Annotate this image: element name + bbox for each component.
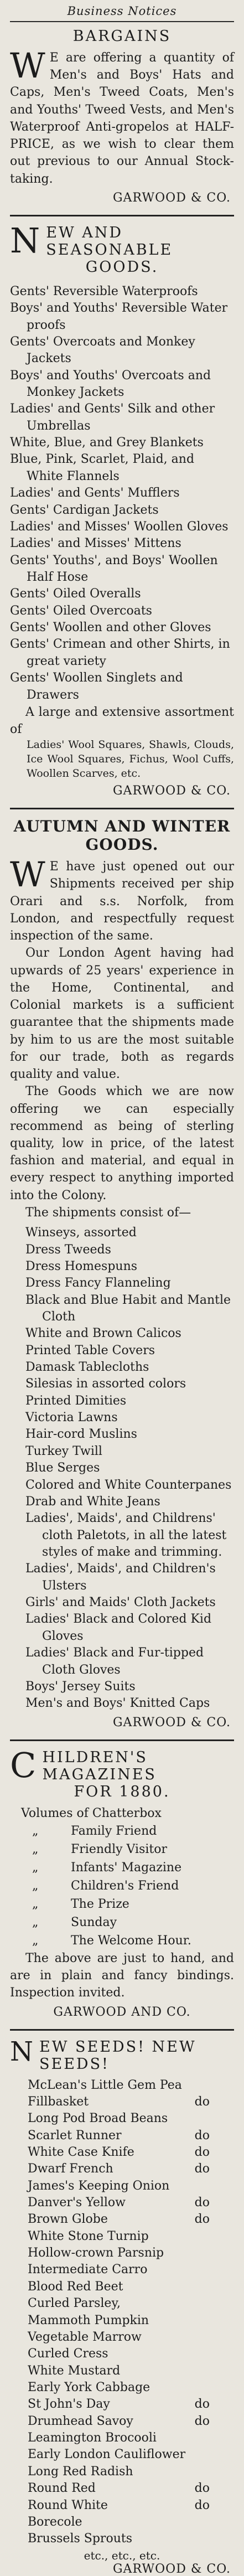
magazine-title: The Welcome Hour. — [71, 1933, 191, 1948]
seed-row — [10, 2363, 234, 2379]
magazine-row — [10, 1877, 234, 1895]
seed-name: Borecole — [28, 2515, 82, 2529]
list-item: Dress Tweeds — [25, 1242, 111, 1257]
list-item: Silesias in assorted colors — [25, 1377, 186, 1391]
seed-row — [10, 2446, 234, 2463]
autumn-para3: The Goods which we are now offering we can especially recommend as being of sterling quality, low in price, of the latest fashion and material, and equal in every respect to anything imported into the Colony. — [10, 1085, 234, 1202]
magazines-dropcap: C — [10, 1744, 38, 1785]
list-item: Girls' and Maids' Cloth Jackets — [25, 1596, 216, 1610]
list-item: Boys' and Youths' Reversible Water proofs — [10, 301, 228, 332]
ditto-mark: „ — [32, 1860, 39, 1875]
magazines-lead: Volumes of Chatterbox — [21, 1806, 162, 1820]
list-item: Printed Dimities — [25, 1393, 127, 1408]
ditto-mark: do — [194, 2481, 210, 2496]
ditto-mark: „ — [32, 1915, 39, 1929]
bargains-text: E are offering a quantity of Men's and Boys' Hats and Caps, Men's Tweed Coats, Men's and Youths' Tweed Vests, and Men's Waterproof Anti-gropelos at HALF-PRICE, as we wish to clear them out previous to our Annual Stock-taking. — [10, 51, 234, 186]
seed-name: Vegetable Marrow — [28, 2330, 142, 2344]
list-item: Victoria Lawns — [25, 1411, 118, 1425]
seed-row — [10, 2110, 234, 2127]
list-item: Blue, Pink, Scarlet, Plaid, and White Flannels — [10, 452, 195, 483]
seed-name: Mammoth Pumpkin — [28, 2313, 149, 2327]
autumn-shipments-lead: The shipments consist of— — [25, 1205, 191, 1220]
magazines-title-line2: FOR 1880. — [74, 1783, 170, 1800]
seasonable-title-text: EW AND SEASONABLE — [46, 224, 173, 259]
list-item: Gents' Youths', and Boys' Woollen Half Hose — [10, 553, 218, 584]
list-item: Hair-cord Muslins — [25, 1427, 137, 1442]
list-item: Gents' Woollen and other Gloves — [10, 621, 211, 635]
seed-row — [10, 2262, 234, 2278]
ditto-mark: „ — [32, 1842, 39, 1856]
ditto-mark: do — [194, 2094, 210, 2109]
seed-row — [10, 2480, 234, 2497]
list-item: Ladies' and Misses' Woollen Gloves — [10, 519, 229, 534]
seed-row — [10, 2312, 234, 2329]
seeds-items — [10, 2077, 234, 2548]
seed-row — [10, 2295, 234, 2312]
seed-name: Long Pod Broad Beans — [28, 2112, 168, 2126]
seed-name: White Stone Turnip — [28, 2229, 149, 2243]
seed-row — [10, 2245, 234, 2262]
ditto-mark: „ — [32, 1933, 39, 1948]
list-item: Gents' Oiled Overalls — [10, 587, 141, 601]
list-item: Men's and Boys' Knitted Caps — [25, 1696, 210, 1711]
magazine-title: Sunday — [71, 1915, 117, 1929]
seed-row — [10, 2144, 234, 2161]
list-item: Gents' Oiled Overcoats — [10, 603, 152, 618]
ditto-mark: do — [194, 2498, 210, 2512]
list-item: White and Brown Calicos — [25, 1326, 181, 1341]
bargains-signature: GARWOOD & CO. — [112, 190, 231, 205]
seed-name: Brussels Sprouts — [28, 2532, 132, 2546]
bargains-title: BARGAINS — [72, 28, 172, 45]
seeds-dropcap: N — [10, 2036, 35, 2067]
seed-name: Round White — [28, 2498, 108, 2512]
seed-name: Scarlet Runner — [28, 2128, 122, 2143]
seed-name: Intermediate Carro — [28, 2263, 148, 2277]
bargains-body — [10, 45, 234, 188]
seed-row — [10, 2379, 234, 2396]
seeds-title-text: EW SEEDS! NEW SEEDS! — [39, 2038, 196, 2073]
list-item: Ladies', Maids', and Childrens' cloth Paletots, in all the latest styles of make and trimming. — [25, 1511, 227, 1559]
autumn-items — [10, 1225, 234, 1712]
seed-row — [10, 2531, 234, 2547]
seed-row — [10, 2329, 234, 2346]
list-item: White, Blue, and Grey Blankets — [10, 436, 204, 450]
ditto-mark: „ — [32, 1878, 39, 1893]
divider — [10, 1739, 234, 1741]
list-item: Turkey Twill — [25, 1444, 102, 1458]
seasonable-items — [10, 283, 234, 704]
magazine-title: Friendly Visitor — [71, 1842, 168, 1856]
seasonable-ad — [10, 220, 234, 798]
seasonable-assortment-text: Ladies' Wool Squares, Shawls, Clouds, Ice Wool Squares, Fichus, Wool Cuffs, Woollen Scarves, etc. — [27, 739, 234, 779]
seed-name: Early London Cauliflower — [28, 2448, 186, 2462]
list-item: Winseys, assorted — [25, 1226, 137, 1240]
list-item: Colored and White Counterpanes — [25, 1478, 232, 1492]
magazine-row — [10, 1859, 234, 1877]
seed-name: Curled Cress — [28, 2347, 108, 2361]
list-item: Ladies' and Gents' Silk and other Umbrellas — [10, 402, 215, 433]
seeds-signature: GARWOOD & CO. — [112, 2562, 231, 2576]
list-item: Gents' Reversible Waterproofs — [10, 284, 198, 298]
ditto-mark: „ — [32, 1824, 39, 1838]
magazine-row — [10, 1895, 234, 1913]
ditto-mark: „ — [32, 1897, 39, 1911]
list-item: Damask Tablecloths — [25, 1360, 149, 1375]
list-item: Gents' Woollen Singlets and Drawers — [10, 671, 183, 702]
seed-name: White Mustard — [28, 2363, 121, 2378]
list-item: Ladies' Black and Fur-tipped Cloth Gloves — [25, 1646, 204, 1677]
seasonable-dropcap: N — [10, 220, 42, 261]
seed-name: Round Red — [28, 2481, 96, 2496]
seed-row — [10, 2094, 234, 2110]
seasonable-title — [10, 220, 234, 276]
seed-name: Danver's Yellow — [28, 2196, 126, 2210]
seed-name: Blood Red Beet — [28, 2279, 123, 2294]
seed-name: White Case Knife — [28, 2145, 134, 2159]
autumn-signature: GARWOOD & CO. — [112, 1715, 231, 1730]
list-item: Dress Fancy Flanneling — [25, 1276, 171, 1290]
magazines-ad — [10, 1744, 234, 2019]
seed-name: Hollow-crown Parsnip — [28, 2246, 164, 2260]
ditto-mark: do — [194, 2128, 210, 2143]
seed-row — [10, 2514, 234, 2531]
list-item: Blue Serges — [25, 1461, 100, 1475]
seed-name: Dwarf French — [28, 2162, 113, 2176]
list-item: Black and Blue Habit and Mantle Cloth — [25, 1293, 231, 1324]
seed-row — [10, 2396, 234, 2413]
list-item: Gents' Cardigan Jackets — [10, 503, 159, 517]
magazine-row — [10, 1840, 234, 1859]
seed-row — [10, 2128, 234, 2144]
seed-row — [10, 2346, 234, 2362]
autumn-para1 — [10, 854, 234, 944]
seed-name: Leamington Brocooli — [28, 2431, 157, 2445]
bargains-ad — [10, 28, 234, 205]
seed-row — [10, 2077, 234, 2094]
magazines-note: The above are just to hand, and are in plain and fancy bindings. Inspection invited. — [10, 1951, 234, 2000]
seed-name: Early York Cabbage — [28, 2381, 150, 2394]
seed-name: Curled Parsley, — [28, 2296, 121, 2311]
list-item: Boys' Jersey Suits — [25, 1679, 136, 1694]
seasonable-title-line2: GOODS. — [85, 258, 159, 276]
list-item: Ladies' Black and Colored Kid Gloves — [25, 1612, 212, 1643]
magazine-title: The Prize — [71, 1897, 129, 1911]
seed-row — [10, 2430, 234, 2446]
magazine-title: Family Friend — [71, 1824, 157, 1838]
list-item: Gents' Overcoats and Monkey Jackets — [10, 334, 195, 366]
magazine-row — [10, 1932, 234, 1950]
autumn-para2: Our London Agent having had upwards of 25 years' experience in the Home, Continental, and Colonial markets is a sufficient guarantee that the shipments made by him to us are the most suitable for our trade, both as regards quality and value. — [10, 946, 234, 1082]
ditto-mark: do — [194, 2397, 210, 2412]
seeds-ad — [10, 2038, 234, 2576]
magazines-title — [10, 1744, 234, 1800]
seed-name: Drumhead Savoy — [28, 2414, 133, 2428]
list-item: Ladies' and Gents' Mufflers — [10, 486, 180, 500]
magazines-title-text: HILDREN'S MAGAZINES — [42, 1748, 157, 1783]
list-item: Boys' and Youths' Overcoats and Monkey Jackets — [10, 368, 211, 400]
divider — [10, 2029, 234, 2031]
ditto-mark: do — [194, 2212, 210, 2227]
ditto-mark: do — [194, 2414, 210, 2428]
divider — [10, 215, 234, 216]
autumn-para1-text: E have just opened out our Shipments received per ship Orari and s.s. Norfolk, from London, and respectfully request inspection of the same. — [10, 860, 234, 943]
seasonable-assortment-lead: A large and extensive assortment of — [10, 705, 234, 737]
seed-row — [10, 2178, 234, 2195]
bargains-dropcap: W — [10, 45, 45, 86]
list-item: Dress Homespuns — [25, 1259, 138, 1273]
magazines-signature: GARWOOD AND CO. — [53, 2005, 191, 2019]
magazine-row — [10, 1822, 234, 1840]
seed-name: Brown Globe — [28, 2212, 108, 2227]
seed-name: St John's Day — [28, 2397, 110, 2412]
magazines-items — [10, 1822, 234, 1950]
seed-row — [10, 2413, 234, 2430]
list-item: Ladies' and Misses' Mittens — [10, 536, 181, 551]
list-item: Drab and White Jeans — [25, 1494, 160, 1509]
list-item: Gents' Crimean and other Shirts, in great variety — [10, 637, 230, 668]
seed-row — [10, 2195, 234, 2211]
seed-row — [10, 2211, 234, 2228]
magazine-row — [10, 1913, 234, 1932]
seasonable-signature: GARWOOD & CO. — [112, 784, 231, 798]
list-item: Printed Table Covers — [25, 1343, 155, 1357]
seed-name: Fillbasket — [28, 2094, 89, 2109]
magazine-title: Children's Friend — [71, 1878, 179, 1893]
ditto-mark: do — [194, 2145, 210, 2159]
autumn-title: AUTUMN AND WINTER GOODS. — [13, 817, 231, 854]
seeds-etc: etc., etc., etc. — [84, 2548, 160, 2562]
seed-row — [10, 2497, 234, 2514]
seed-name: James's Keeping Onion — [28, 2178, 170, 2193]
ditto-mark: do — [194, 2162, 210, 2176]
seed-row — [10, 2279, 234, 2295]
seed-name: McLean's Little Gem Pea — [28, 2078, 182, 2092]
autumn-dropcap: W — [10, 854, 45, 895]
seed-row — [10, 2228, 234, 2245]
magazine-title: Infants' Magazine — [71, 1860, 182, 1875]
autumn-ad — [10, 817, 234, 1729]
seeds-title — [10, 2038, 234, 2073]
list-item: Ladies', Maids', and Children's Ulsters — [25, 1562, 216, 1593]
seed-row — [10, 2464, 234, 2480]
seed-name: Long Red Radish — [28, 2464, 133, 2479]
section-header: Business Notices — [10, 4, 234, 22]
seed-row — [10, 2161, 234, 2177]
ditto-mark: do — [194, 2196, 210, 2210]
divider — [10, 808, 234, 809]
